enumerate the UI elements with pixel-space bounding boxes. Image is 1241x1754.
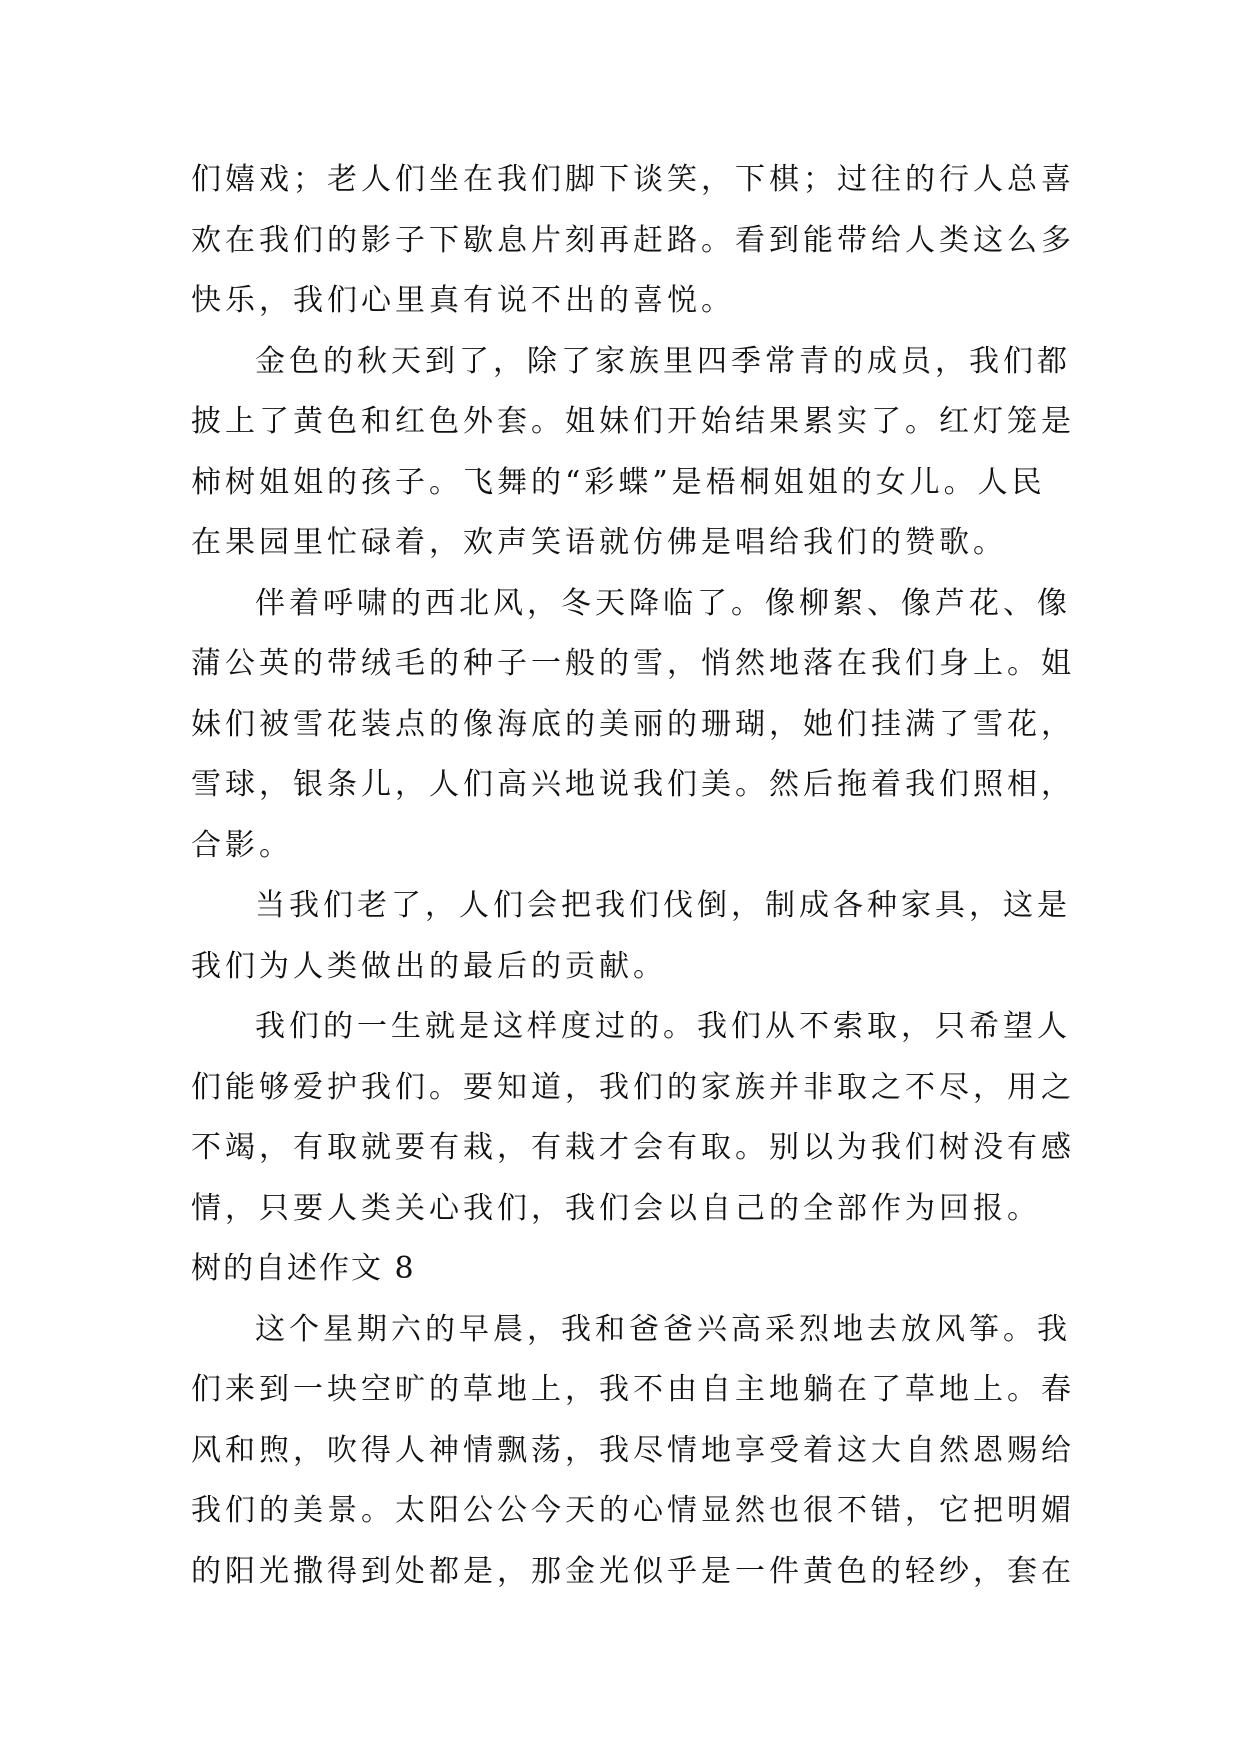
paragraph [191, 332, 1075, 574]
section-heading [191, 1239, 1071, 1300]
text-line: 我们的一生就是这样度过的。我们从不索取，只希望人 [255, 1009, 1071, 1044]
document-page [191, 150, 1075, 1602]
text-line: 不竭，有取就要有栽，有栽才会有取。别以为我们树没有感 [191, 1130, 1075, 1165]
text-line: 我们的美景。太阳公公今天的心情显然也很不错，它把明媚 [191, 1493, 1075, 1528]
text-line: 们来到一块空旷的草地上，我不由自主地躺在了草地上。春 [191, 1372, 1075, 1407]
text-line: 蒲公英的带绒毛的种子一般的雪，悄然地落在我们身上。姐 [191, 646, 1075, 681]
paragraph [191, 1300, 1075, 1603]
text-line: 披上了黄色和红色外套。姐妹们开始结果累实了。红灯笼是 [191, 404, 1075, 439]
text-line: 柿树姐姐的孩子。飞舞的“彩蝶”是梧桐姐姐的女儿。人民 [191, 464, 1046, 500]
text-line: 伴着呼啸的西北风，冬天降临了。像柳絮、像芦花、像 [255, 585, 1071, 621]
text-line: 妹们被雪花装点的像海底的美丽的珊瑚，她们挂满了雪花， [191, 706, 1075, 742]
text-line: 们嬉戏；老人们坐在我们脚下谈笑，下棋；过往的行人总喜 [191, 162, 1075, 197]
text-line: 风和煦，吹得人神情飘荡，我尽情地享受着这大自然恩赐给 [191, 1432, 1075, 1468]
paragraph [191, 997, 1075, 1239]
text-line: 当我们老了，人们会把我们伐倒，制成各种家具，这是 [255, 888, 1071, 923]
text-line: 合影。 [191, 827, 293, 863]
text-line: 金色的秋天到了，除了家族里四季常青的成员，我们都 [255, 343, 1071, 379]
text-line: 欢在我们的影子下歇息片刻再赶路。看到能带给人类这么多 [191, 222, 1075, 258]
text-line: 们能够爱护我们。要知道，我们的家族并非取之不尽，用之 [191, 1069, 1075, 1105]
text-line: 在果园里忙碌着，欢声笑语就仿佛是唱给我们的赞歌。 [191, 525, 1007, 560]
text-line: 雪球，银条儿，人们高兴地说我们美。然后拖着我们照相， [191, 767, 1075, 802]
text-line: 我们为人类做出的最后的贡献。 [191, 948, 667, 984]
text-line: 的阳光撒得到处都是，那金光似乎是一件黄色的轻纱，套在 [191, 1553, 1075, 1589]
text-line: 快乐，我们心里真有说不出的喜悦。 [191, 283, 735, 318]
paragraph [191, 150, 1075, 332]
paragraph [191, 876, 1071, 997]
heading-text: 树的自述作文 8 [191, 1251, 416, 1286]
text-line: 情，只要人类关心我们，我们会以自己的全部作为回报。 [191, 1190, 1041, 1226]
paragraph [191, 574, 1075, 877]
text-line: 这个星期六的早晨，我和爸爸兴高采烈地去放风筝。我 [255, 1311, 1071, 1347]
